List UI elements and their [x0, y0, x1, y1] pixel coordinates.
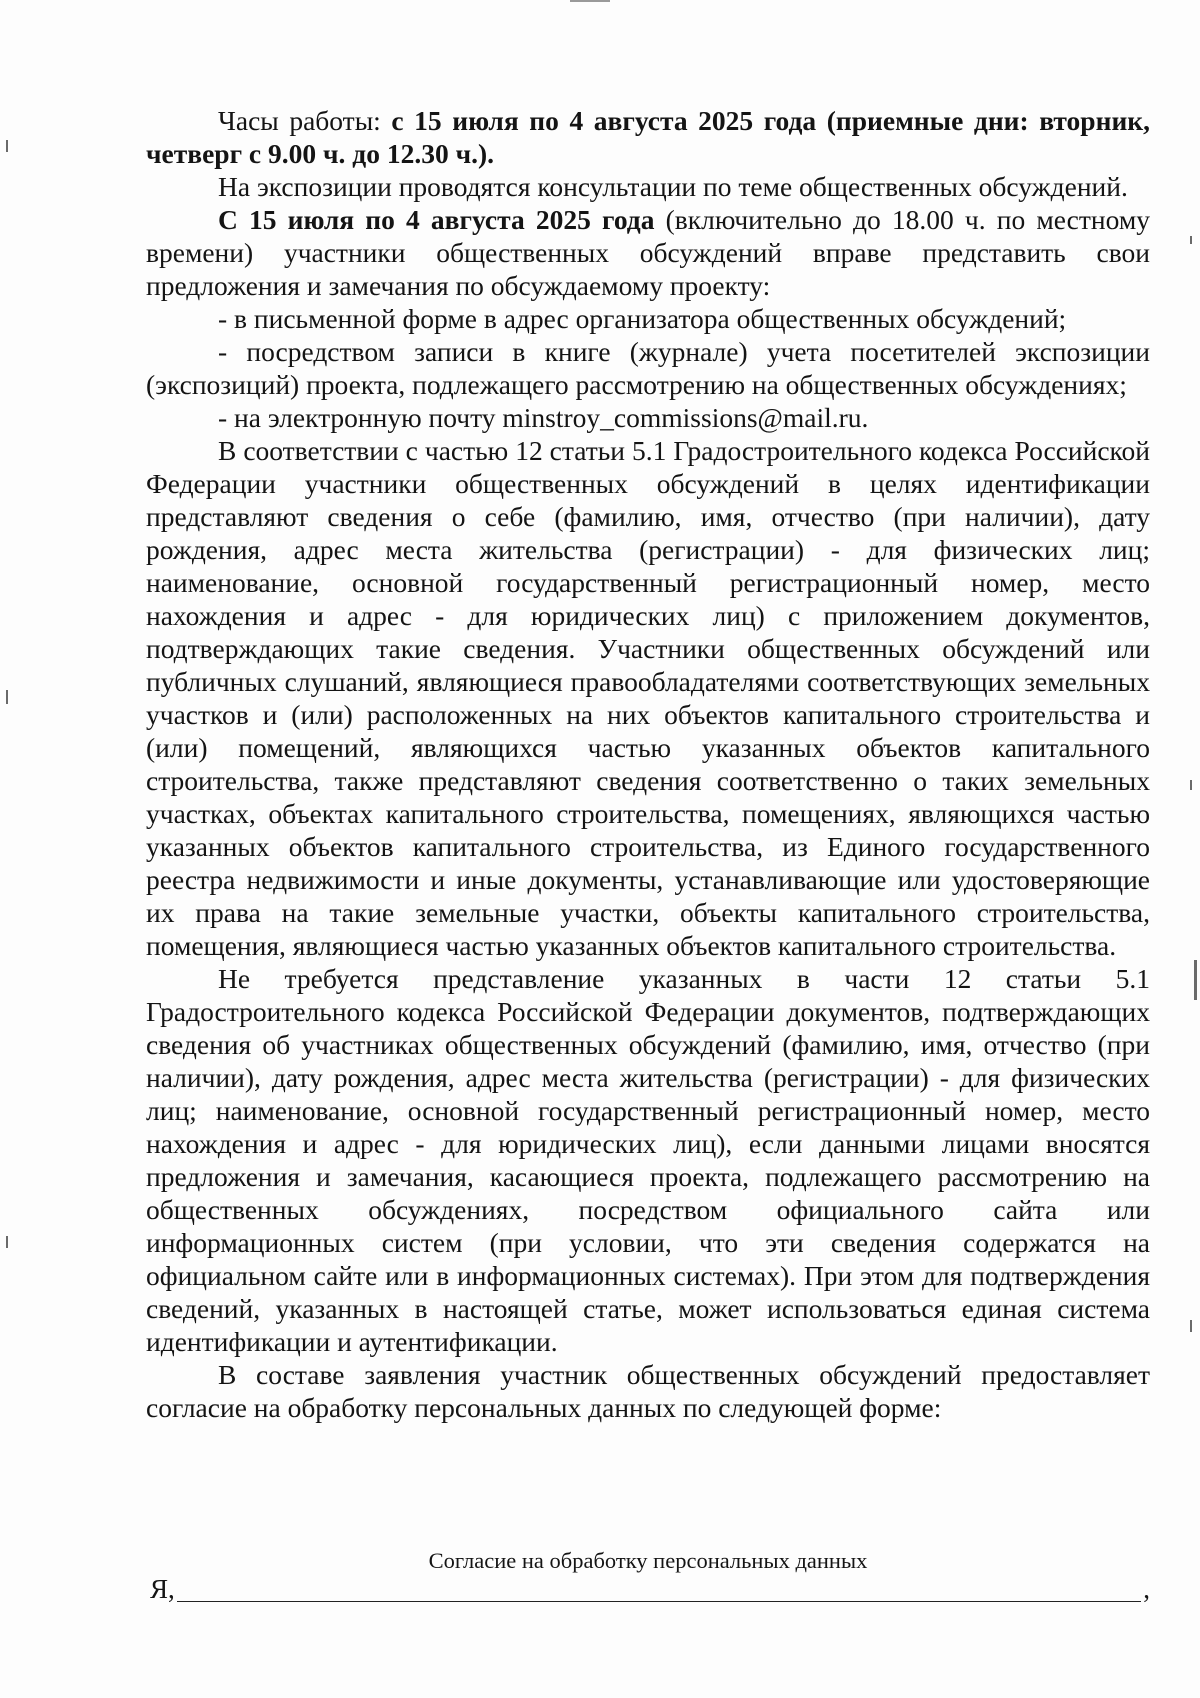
paragraph-consent-intro: В составе заявления участник общественных обсуждений предоставляет согласие на обработку персональных данных по следующей форме: — [146, 1359, 1150, 1423]
paragraph-proposals-period — [146, 203, 1150, 302]
paragraph-hours — [146, 104, 1150, 170]
scan-left-mark — [6, 690, 8, 704]
list-item: - на электронную почту minstroy_commissions@mail.ru. — [218, 402, 869, 433]
proposals-dates: С 15 июля по 4 августа 2025 года — [218, 204, 655, 235]
scan-right-mark — [1190, 236, 1192, 244]
name-blank-field[interactable] — [177, 1575, 1141, 1602]
consent-suffix: , — [1143, 1574, 1150, 1604]
scan-right-mark — [1190, 1320, 1192, 1332]
scan-top-edge-mark — [570, 0, 610, 2]
consent-prefix: Я, — [150, 1574, 175, 1604]
paragraph-consultations: На экспозиции проводятся консультации по теме общественных обсуждений. — [218, 171, 1128, 202]
consent-form-title: Согласие на обработку персональных данных — [428, 1548, 868, 1573]
paragraph-identification: В соответствии с частью 12 статьи 5.1 Градостроительного кодекса Российской Федерации участники общественных обсуждений в целях идентификации представляют сведения о себе (фамилию, имя, отчество (при наличии), дату рождения, адрес места жительства (регистрации) - для физических лиц; наименование, основной государственный регистрационный номер, место нахождения и адрес - для юридических лиц) с приложением документов, подтверждающих такие сведения. Участники общественных обсуждений или публичных слушаний, являющиеся правообладателями соответствующих земельных участков и (или) расположенных на них объектов капитального строительства и (или) помещений, являющихся частью указанных объектов капитального строительства, также представляют сведения соответственно о таких земельных участках, объектах капитального строительства, помещениях, являющихся частью указанных объектов капитального строительства, из Единого государственного реестра недвижимости и иные документы, устанавливающие или удостоверяющие их права на такие земельные участки, объекты капитального строительства, помещения, являющиеся частью указанных объектов капитального строительства. — [146, 435, 1150, 961]
paragraph-no-documents-required: Не требуется представление указанных в части 12 статьи 5.1 Градостроительного кодекса Российской Федерации документов, подтверждающих сведения об участниках общественных обсуждений (фамилию, имя, отчество (при наличии), дату рождения, адрес места жительства (регистрации) - для физических лиц; наименование, основной государственный регистрационный номер, место нахождения и адрес - для юридических лиц), если данными лицами вносятся предложения и замечания, касающиеся проекта, подлежащего рассмотрению на общественных обсуждениях, посредством официального сайта или информационных систем (при условии, что эти сведения содержатся на официальном сайте или в информационных системах). При этом для подтверждения сведений, указанных в настоящей статье, может использоваться единая система идентификации и аутентификации. — [146, 963, 1150, 1357]
proposals-text: (включительно до 18.00 ч. по местному времени) участники общественных обсуждений вправе представить свои предложения и замечания по обсуждаемому проекту: — [146, 204, 1150, 301]
scan-right-mark — [1194, 960, 1197, 1000]
hours-lead: Часы работы: — [218, 105, 392, 136]
hours-dates: с 15 июля по 4 августа 2025 года (приемные дни: вторник, четверг с 9.00 ч. до 12.30 ч.). — [146, 105, 1151, 169]
list-item: - в письменной форме в адрес организатора общественных обсуждений; — [218, 303, 1067, 334]
list-item: - посредством записи в книге (журнале) учета посетителей экспозиции (экспозиций) проекта, подлежащего рассмотрению на общественных обсуждениях; — [146, 336, 1150, 400]
scan-left-mark — [6, 140, 8, 152]
consent-name-line — [150, 1572, 1150, 1606]
scan-left-mark — [6, 1236, 8, 1248]
document-body — [146, 104, 1150, 1424]
scan-right-mark — [1190, 780, 1192, 790]
